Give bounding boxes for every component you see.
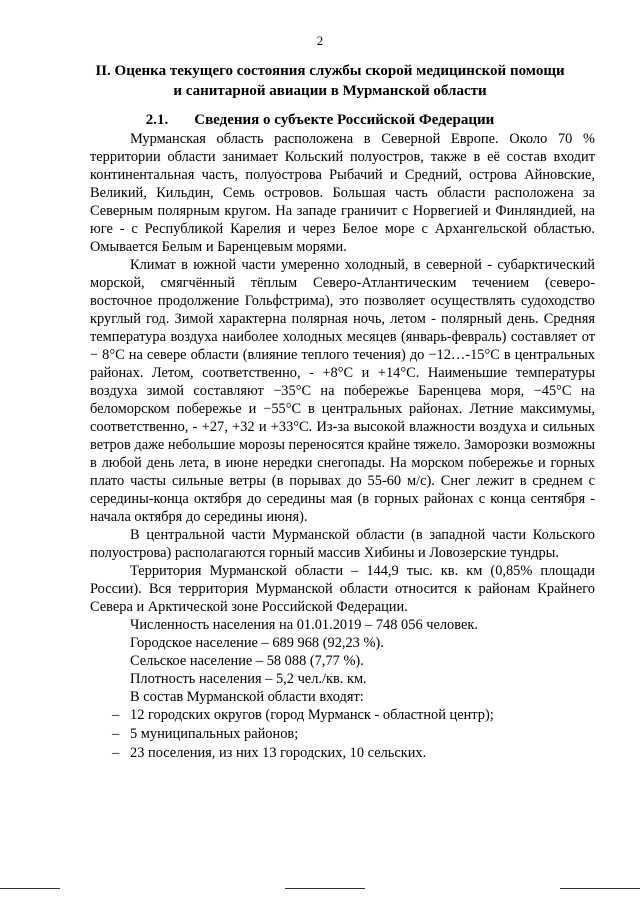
- section-title: [80, 61, 580, 101]
- dash-marker: –: [112, 707, 120, 723]
- list-item: [90, 725, 595, 744]
- stat-population: Численность населения на 01.01.2019 – 748 056 человек.: [130, 617, 478, 633]
- stat-composition-intro: В состав Мурманской области входят:: [130, 689, 364, 705]
- list-item-text: 12 городских округов (город Мурманск - областной центр);: [130, 707, 494, 723]
- stat-density: Плотность населения – 5,2 чел./кв. км.: [130, 671, 367, 687]
- subsection-heading: Сведения о субъекте Российской Федерации: [194, 112, 495, 128]
- footer-rule-right: [560, 888, 640, 889]
- section-title-line-2: и санитарной авиации в Мурманской области: [173, 83, 487, 99]
- body-text: [90, 130, 595, 763]
- list-item-text: 5 муниципальных районов;: [130, 726, 299, 742]
- dash-marker: –: [112, 745, 120, 761]
- list-item: [90, 706, 595, 725]
- list-item: [90, 744, 595, 763]
- subsection-title: [0, 110, 640, 130]
- paragraph-territory: Территория Мурманской области – 144,9 тыс. кв. км (0,85% площади России). Вся территория Мурманской области относится к районам Крайнего Севера и Арктической зоне Российской Федерации.: [90, 563, 595, 615]
- composition-list: [90, 706, 595, 763]
- list-item-text: 23 поселения, из них 13 городских, 10 сельских.: [130, 745, 427, 761]
- stat-rural: Сельское население – 58 088 (7,77 %).: [130, 653, 364, 669]
- paragraph-climate: Климат в южной части умеренно холодный, в северной - субарктический морской, смягчённый тёплым Северо-Атлантическим течением (северо-восточное продолжение Гольфстрима), это позволяет осуществлять судоходство круглый год. Зимой характерна полярная ночь, летом - полярный день. Средняя температура воздуха наиболее холодных месяцев (январь-февраль) составляет от − 8°С на севере области (влияние теплого течения) до −12…-15°С в центральных районах. Летом, соответственно, - +8°С и +14°С. Наименьшие температуры воздуха зимой составляют −35°С на побережье Баренцева моря, −45°С на беломорском побережье и −55°С в центральных районах. Летние максимумы, соответственно, - +27, +32 и +33°С. Из-за высокой влажности воздуха и сильных ветров даже небольшие морозы переносятся крайне тяжело. Заморозки возможны в любой день лета, в июне нередки снегопады. На морском побережье и горных плато часты сильные ветры (в порывах до 55-60 м/с). Снег лежит в среднем с середины-конца октября до середины мая (в горных районах с конца сентября - начала октября до середины июня).: [90, 257, 595, 525]
- dash-marker: –: [112, 726, 120, 742]
- page-number: 2: [316, 33, 324, 48]
- subsection-number: 2.1.: [145, 112, 169, 128]
- section-title-line-1: II. Оценка текущего состояния службы скорой медицинской помощи: [95, 63, 565, 79]
- paragraph-mountains: В центральной части Мурманской области (в западной части Кольского полуострова) располагаются горный массив Хибины и Ловозерские тундры.: [90, 527, 595, 561]
- paragraph-geography: Мурманская область расположена в Северной Европе. Около 70 % территории области занимает Кольский полуостров, также в её состав входит континентальная часть, полуострова Рыбачий и Средний, острова Айновские, Великий, Кильдин, Семь островов. Большая часть области расположена за Северным полярным кругом. На западе граничит с Норвегией и Финляндией, на юге - с Республикой Карелия и через Белое море с Архангельской областью. Омывается Белым и Баренцевым морями.: [90, 131, 595, 255]
- stat-urban: Городское население – 689 968 (92,23 %).: [130, 635, 384, 651]
- footer-rule-center: [285, 888, 365, 889]
- footer-rule-left: [0, 888, 60, 889]
